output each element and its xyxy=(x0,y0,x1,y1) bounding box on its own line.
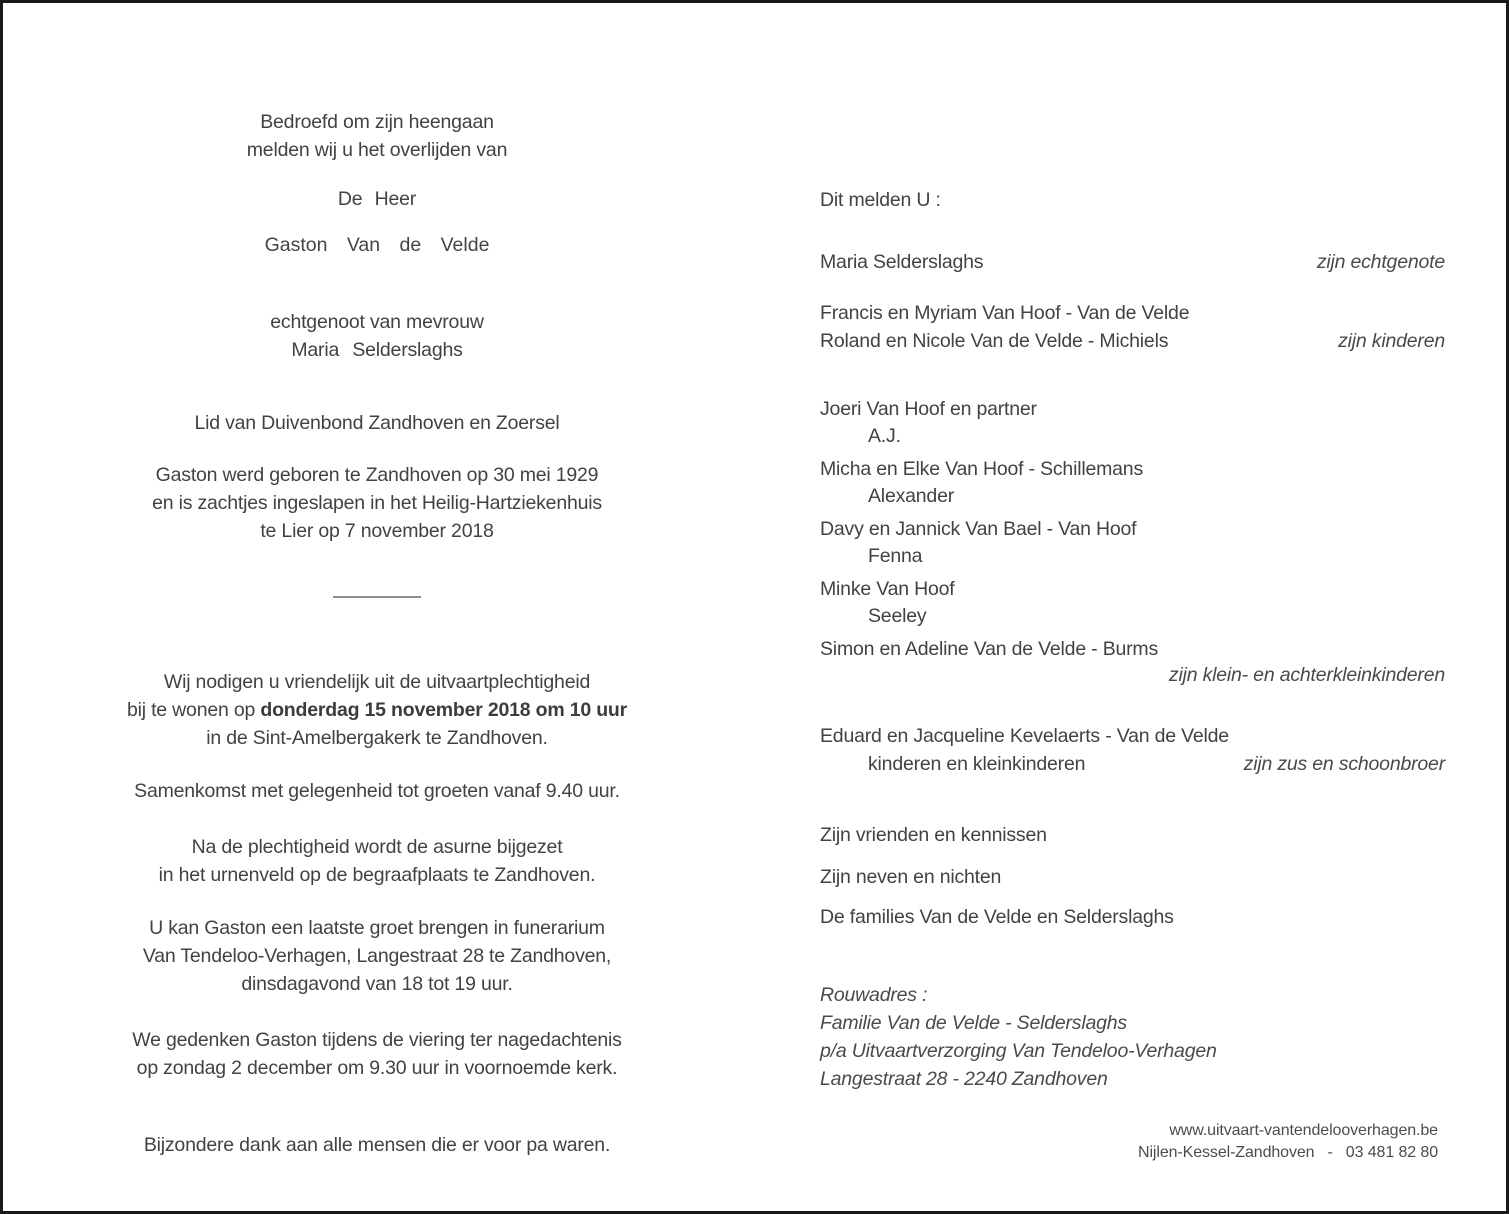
grandchild-couple: Joeri Van Hoof en partner xyxy=(820,398,1037,420)
memorial-line-2: op zondag 2 december om 9.30 uur in voornoemde kerk. xyxy=(136,1057,618,1079)
death-line-1: en is zachtjes ingeslapen in het Heilig-Hartziekenhuis xyxy=(152,492,602,514)
sister-group xyxy=(820,722,1445,778)
grandchild-couple: Simon en Adeline Van de Velde - Burms xyxy=(820,638,1159,660)
membership-line: Lid van Duivenbond Zandhoven en Zoersel xyxy=(194,412,560,434)
funeral-home-website: www.uitvaart-vantendelooverhagen.be xyxy=(1169,1122,1438,1139)
intro-text xyxy=(75,108,679,164)
spouse-section xyxy=(75,308,679,364)
urn-line-2: in het urnenveld op de begraafplaats te Zandhoven. xyxy=(158,864,596,886)
left-column xyxy=(75,3,679,1211)
memorial-paragraph xyxy=(75,1026,679,1082)
families-line: De families Van de Velde en Selderslaghs xyxy=(820,906,1174,928)
children-row-1: Francis en Myriam Van Hoof - Van de Velde xyxy=(820,302,1190,324)
funerarium-line-1: U kan Gaston een laatste groet brengen in funerarium xyxy=(149,917,605,939)
cousins-line: Zijn neven en nichten xyxy=(820,866,1002,888)
memorial-line-1: We gedenken Gaston tijdens de viering ter nagedachtenis xyxy=(132,1029,622,1051)
role-grandchildren: zijn klein- en achterkleinkinderen xyxy=(1168,664,1445,686)
announcers-header: Dit melden U : xyxy=(820,189,941,211)
grandchild-pair xyxy=(820,636,1445,663)
grandchild-couple: Micha en Elke Van Hoof - Schillemans xyxy=(820,458,1144,480)
great-grandchild-name: Fenna xyxy=(868,545,923,567)
mourning-address xyxy=(820,981,1445,1093)
invitation-paragraph xyxy=(75,668,679,752)
funeral-home-footer xyxy=(1138,1120,1438,1164)
invitation-line-2-prefix: bij te wonen op xyxy=(126,699,261,721)
grandchild-pair xyxy=(820,576,1445,630)
role-sister: zijn zus en schoonbroer xyxy=(1243,753,1445,775)
intro-line-2: melden wij u het overlijden van xyxy=(246,139,508,161)
grandchild-pair xyxy=(820,516,1445,570)
life-dates xyxy=(75,461,679,545)
death-line-2: te Lier op 7 november 2018 xyxy=(260,520,494,542)
grandchild-couple: Minke Van Hoof xyxy=(820,578,955,600)
grandchild-couple: Davy en Jannick Van Bael - Van Hoof xyxy=(820,518,1137,540)
invitation-line-1: Wij nodigen u vriendelijk uit de uitvaartplechtigheid xyxy=(163,671,591,693)
divider-line xyxy=(333,596,421,598)
friends-line: Zijn vrienden en kennissen xyxy=(820,824,1047,846)
mourning-address-line-2: p/a Uitvaartverzorging Van Tendeloo-Verhagen xyxy=(820,1040,1217,1062)
mourning-address-line-1: Familie Van de Velde - Selderslaghs xyxy=(820,1012,1127,1034)
thanks-line: Bijzondere dank aan alle mensen die er voor pa waren. xyxy=(143,1134,611,1156)
mourning-address-line-3: Langestraat 28 - 2240 Zandhoven xyxy=(820,1068,1108,1090)
sister-row-1: Eduard en Jacqueline Kevelaerts - Van de Velde xyxy=(820,725,1229,747)
spouse-name: Maria Selderslaghs xyxy=(291,339,463,361)
announcer-spouse-row xyxy=(820,248,1445,276)
spouse-intro: echtgenoot van mevrouw xyxy=(270,311,484,333)
role-spouse: zijn echtgenote xyxy=(1316,251,1445,273)
grandchildren-group xyxy=(820,396,1445,669)
grandchild-pair xyxy=(820,456,1445,510)
gathering-line: Samenkomst met gelegenheid tot groeten vanaf 9.40 uur. xyxy=(134,780,620,802)
urn-line-1: Na de plechtigheid wordt de asurne bijgezet xyxy=(191,836,563,858)
right-column xyxy=(820,3,1445,1211)
role-children: zijn kinderen xyxy=(1338,330,1445,352)
intro-line-1: Bedroefd om zijn heengaan xyxy=(260,111,494,133)
sister-row-2: kinderen en kleinkinderen zijn zus en schoonbroer xyxy=(820,750,1445,778)
urn-paragraph xyxy=(75,833,679,889)
great-grandchild-name: Seeley xyxy=(868,605,927,627)
mourning-address-label: Rouwadres : xyxy=(820,984,928,1006)
invitation-line-2 xyxy=(75,696,679,724)
deceased-name: Gaston Van de Velde xyxy=(264,234,490,256)
salutation: De Heer xyxy=(337,188,417,210)
funerarium-line-3: dinsdagavond van 18 tot 19 uur. xyxy=(241,973,513,995)
funerarium-paragraph xyxy=(75,914,679,998)
grandchild-pair xyxy=(820,396,1445,450)
great-grandchild-name: A.J. xyxy=(868,425,901,447)
children-row-2: Roland en Nicole Van de Velde - Michiels zijn kinderen xyxy=(820,327,1445,355)
announcer-spouse-name: Maria Selderslaghs xyxy=(820,251,984,273)
funeral-home-location-phone: Nijlen-Kessel-Zandhoven - 03 481 82 80 xyxy=(1138,1144,1438,1161)
ceremony-date-time: donderdag 15 november 2018 om 10 uur xyxy=(260,699,628,721)
great-grandchild-name: Alexander xyxy=(868,485,955,507)
announcer-children-group xyxy=(820,299,1445,355)
funerarium-line-2: Van Tendeloo-Verhagen, Langestraat 28 te Zandhoven, xyxy=(142,945,612,967)
birth-line: Gaston werd geboren te Zandhoven op 30 mei 1929 xyxy=(155,464,599,486)
invitation-line-3: in de Sint-Amelbergakerk te Zandhoven. xyxy=(206,727,548,749)
